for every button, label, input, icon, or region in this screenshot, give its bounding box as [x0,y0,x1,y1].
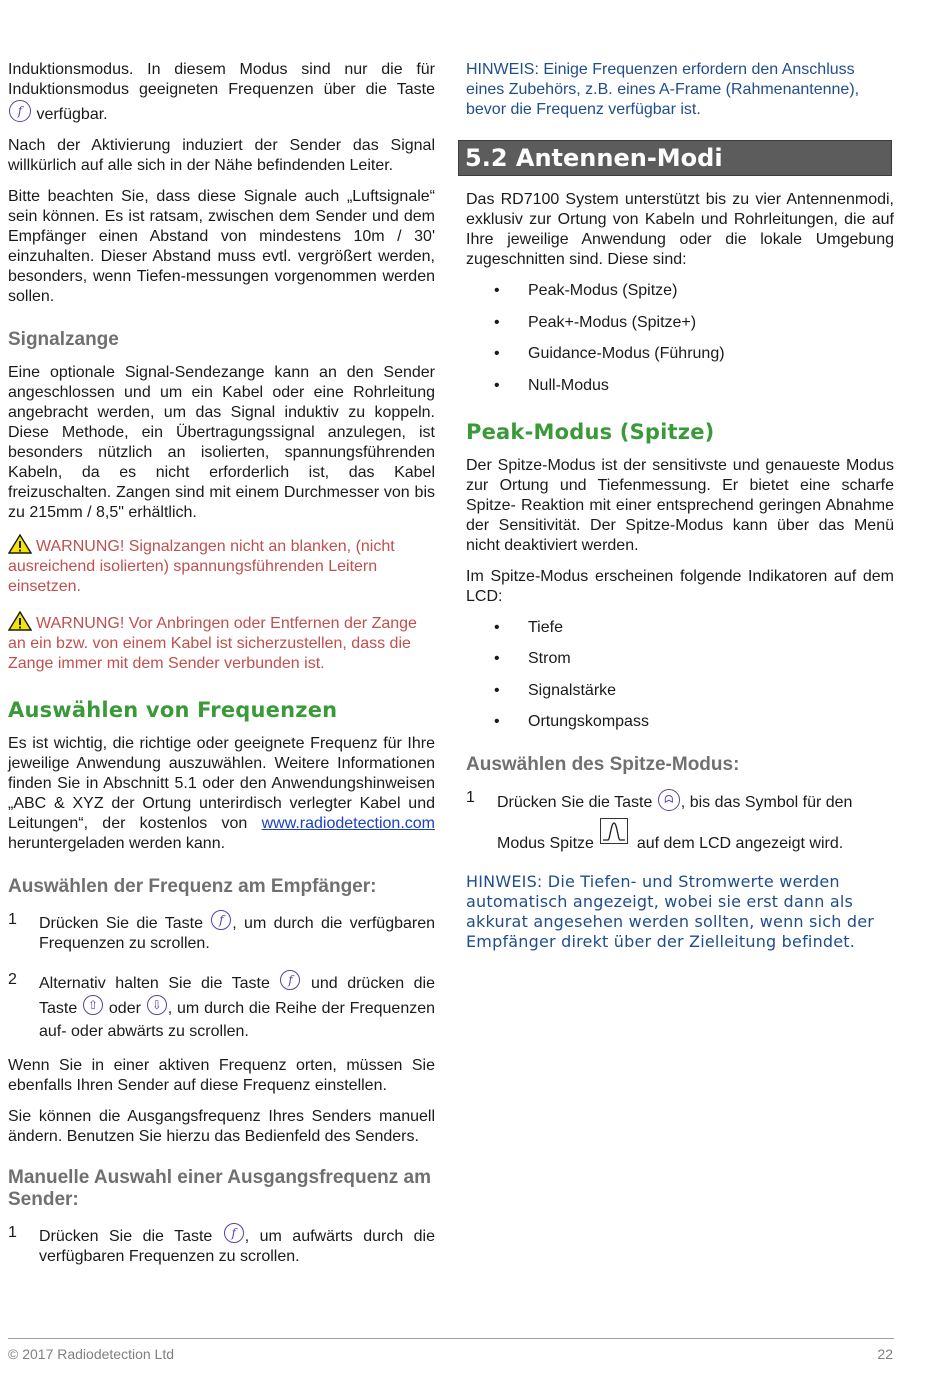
paragraph-peak-mode: Der Spitze-Modus ist der sensitivste und genaueste Modus zur Ortung und Tiefenmessung. Er bietet eine scharfe Spitze- Reaktion mit einer entsprechend geringen Abnahme der Sensitivität. Der Spitze-Modus kann über das Menü nicht deaktiviert werden. [466,456,894,554]
note-accessory: HINWEIS: Einige Frequenzen erfordern den Anschluss eines Zubehörs, z.B. eines A-Frame (Rahmenantenne), bevor die Frequenz verfügbar ist. [466,61,860,118]
heading-frequencies: Auswählen von Frequenzen [8,698,338,722]
list-item: • Null-Modus [466,376,894,396]
warning-triangle-icon [8,534,32,554]
warning-triangle-icon [8,611,32,631]
paragraph-signalzange: Eine optionale Signal-Sendezange kann an den Sender angeschlossen und um ein Kabel oder eine Rohrleitung angebracht werden, um das Signal induktiv zu koppeln. Diese Methode, ein Übertragungssignal anzulegen, ist besonders nützlich an isolierten, spannungsführenden Kabeln, da es nicht erforderlich ist, das Kabel freizuschalten. Zangen sind mit einem Durchmesser von bis zu 215mm / 8,5" erhältlich. [8,364,435,521]
footer-divider [8,1338,894,1339]
list-item: • Peak+-Modus (Spitze+) [466,313,894,333]
list-item: • Tiefe [466,618,894,638]
radiodetection-link[interactable]: www.radiodetection.com [261,815,435,832]
list-item: • Strom [466,649,894,669]
paragraph-active-frequency: Wenn Sie in einer aktiven Frequenz orten, müssen Sie ebenfalls Ihren Sender auf diese Frequenz einstellen. [8,1057,435,1094]
paragraph-manual-change: Sie können die Ausgangsfrequenz Ihres Senders manuell ändern. Benutzen Sie hierzu das Bedienfeld des Senders. [8,1108,435,1145]
step-peak-1: 1 Drücken Sie die Taste ᗣ , bis das Symbol für den Modus Spitze auf dem LCD angezeigt wird. [466,789,853,852]
warning-2: WARNUNG! Vor Anbringen oder Entfernen der Zange an ein bzw. von einem Kabel ist sicherzustellen, dass die Zange immer mit dem Sender verbunden ist. [8,611,435,674]
peak-mode-icon [600,818,628,844]
paragraph-frequencies: Es ist wichtig, die richtige oder geeignete Frequenz für Ihre jeweilige Anwendung auszuwählen. Weitere Informationen finden Sie in Abschnitt 5.1 oder den Anwendungshinweisen „ABC & XYZ der Ortung unterirdisch verlegter Kabel und Leitungen“, der kostenlos von www.radiodetection.com heruntergeladen werden kann. [8,735,435,852]
heading-receiver-frequency: Auswählen der Frequenz am Empfänger: [8,876,377,897]
heading-select-peak: Auswählen des Spitze-Modus: [466,754,740,775]
heading-sender-frequency: Manuelle Auswahl einer Ausgangsfrequenz am Sender: [8,1167,432,1210]
frequency-button-icon: f [280,970,300,990]
list-item: • Signalstärke [466,681,894,701]
paragraph-air-signals: Bitte beachten Sie, dass diese Signale auch „Luftsignale“ sein können. Es ist ratsam, zwischen dem Sender und dem Empfänger einen Abstand von mindestens 10m / 30' einzuhalten. Dieser Abstand muss evtl. vergrößert werden, besonders, wenn Tiefen-messungen vorgenommen werden sollen. [8,188,435,305]
warning-1: WARNUNG! Signalzangen nicht an blanken, (nicht ausreichend isolierten) spannungsführenden Leitern einsetzen. [8,534,435,597]
arrow-up-button-icon: ⇧ [83,995,103,1015]
frequency-button-icon: f [211,910,231,930]
section-title-antenna-modes: 5.2 Antennen-Modi [458,140,892,176]
paragraph-indicators: Im Spitze-Modus erscheinen folgende Indikatoren auf dem LCD: [466,567,894,605]
antenna-button-icon: ᗣ [658,789,680,811]
list-item: • Ortungskompass [466,712,894,732]
frequency-button-icon: f [224,1223,244,1243]
list-item: • Guidance-Modus (Führung) [466,344,894,364]
antenna-modes-list [466,281,894,396]
paragraph-activation: Nach der Aktivierung induziert der Sender das Signal willkürlich auf alle sich in der Nähe befindenden Leiter. [8,137,435,174]
left-column [8,60,435,1280]
indicators-list [466,618,894,733]
frequency-button-icon: f [9,100,31,122]
step-receiver-2: 2 Alternativ halten Sie die Taste f und drücken die Taste ⇧ oder ⇩ , um durch die Reihe der Frequenzen auf- oder abwärts zu scrollen. [8,971,436,1040]
heading-signalzange: Signalzange [8,329,119,350]
heading-peak-mode: Peak-Modus (Spitze) [466,419,715,444]
list-item: • Peak-Modus (Spitze) [466,281,894,301]
step-sender-1: 1 Drücken Sie die Taste f , um aufwärts durch die verfügbaren Frequenzen zu scrollen. [8,1224,435,1265]
page-number: 22 [877,1346,893,1362]
note-depth-current: HINWEIS: Die Tiefen- und Stromwerte werden automatisch angezeigt, wobei sie erst dann als akkurat angesehen werden sollten, wenn sich der Empfänger direkt über der Zielleitung befindet. [466,872,875,951]
footer-copyright: © 2017 Radiodetection Ltd [8,1346,174,1362]
step-receiver-1: 1 Drücken Sie die Taste f , um durch die verfügbaren Frequenzen zu scrollen. [8,911,436,952]
paragraph-antenna-modes: Das RD7100 System unterstützt bis zu vier Antennenmodi, exklusiv zur Ortung von Kabeln und Rohrleitungen, die auf Ihre jeweilige Anwendung oder die lokale Umgebung zugeschnitten sind. Diese sind: [466,191,894,268]
arrow-down-button-icon: ⇩ [147,995,167,1015]
paragraph-induction: Induktionsmodus. In diesem Modus sind nur die für Induktionsmodus geeigneten Frequenzen über die Taste f verfügbar. [8,61,435,123]
right-column [466,60,894,963]
